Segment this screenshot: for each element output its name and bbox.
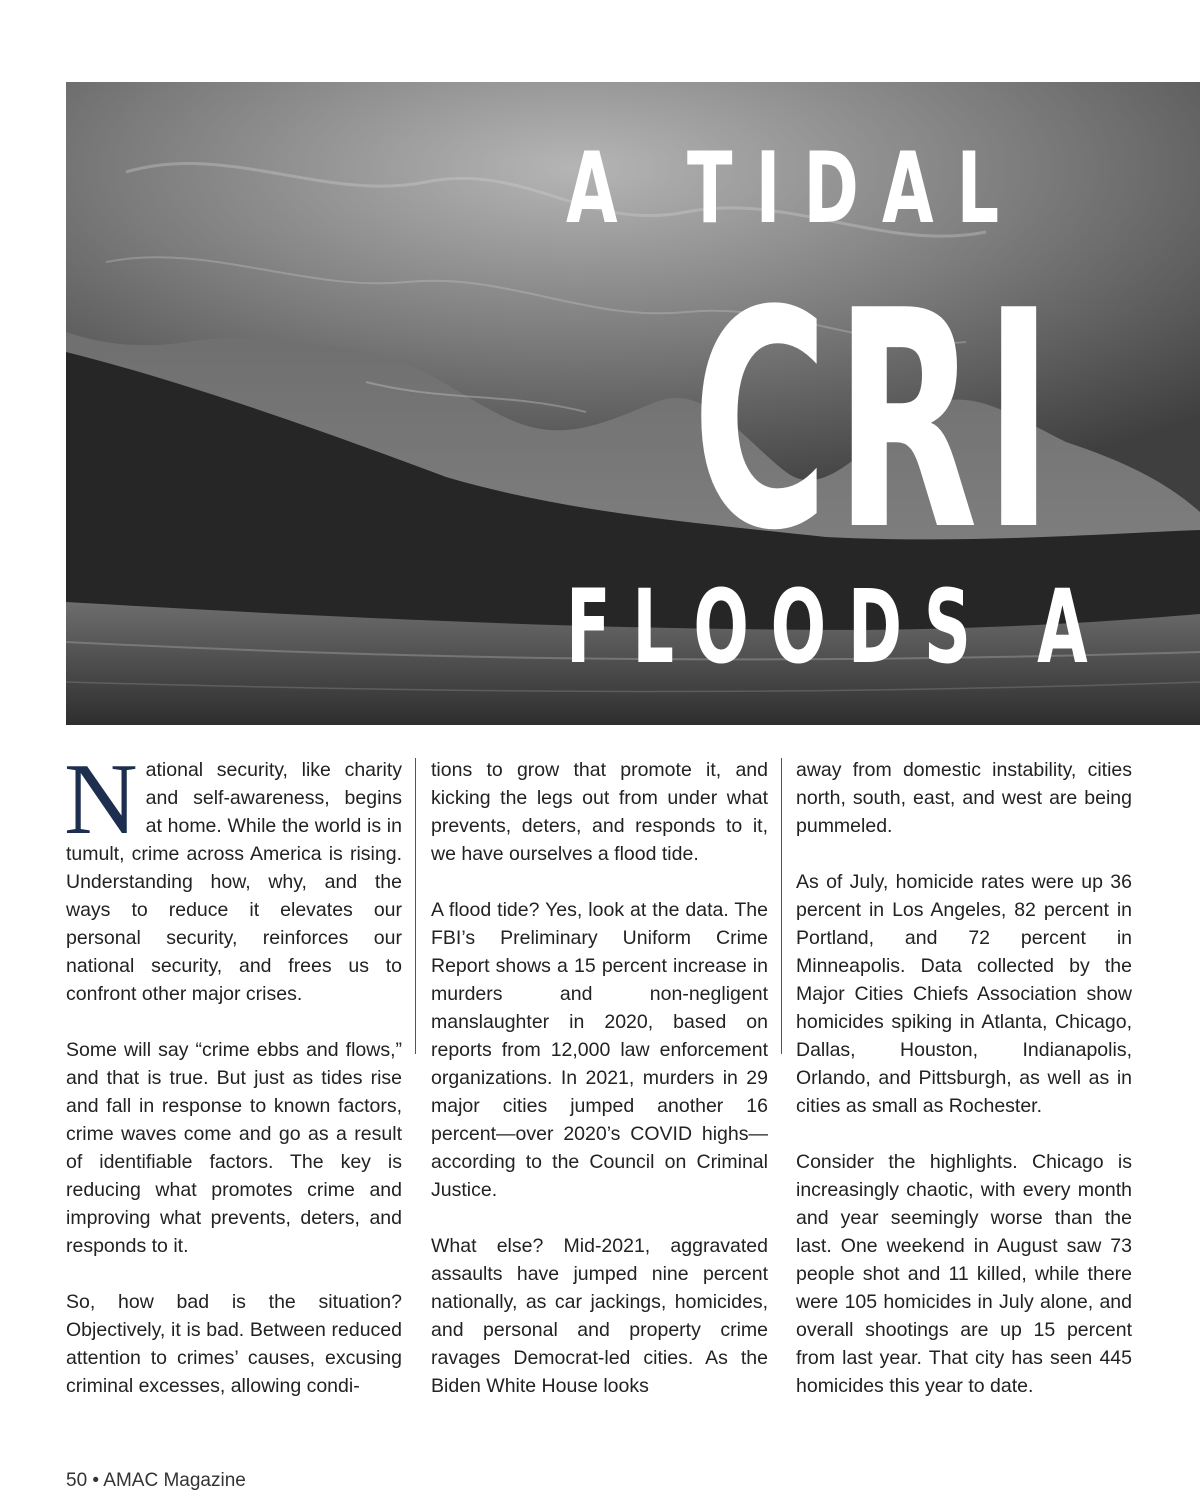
headline-line-1: A TIDAL <box>566 132 1023 246</box>
paragraph: As of July, homicide rates were up 36 percent in Los Angeles, 82 percent in Portland, and 72 percent in Minneapolis. Data collected by the Major Cities Chiefs Association show homicides spiking in Atlanta, Chicago, Dallas, Houston, Indianapolis, Orlando, and Pittsburgh, as well as in cities as small as Rochester. <box>796 871 1132 1117</box>
article-column-3 <box>796 756 1132 1428</box>
column-divider <box>415 758 416 1054</box>
article-column-1 <box>64 743 402 1428</box>
paragraph: A flood tide? Yes, look at the data. The FBI’s Preliminary Uniform Crime Report shows a 15 percent increase in murders and non-negligent manslaughter in 2020, based on reports from 12,000 law enforcement organizations. In 2021, murders in 29 major cities jumped another 16 percent—over 2020’s COVID highs—according to the Council on Criminal Justice. <box>431 899 768 1201</box>
paragraph: tions to grow that promote it, and kicking the legs out from under what prevents, deters, and responds to it, we have ourselves a flood tide. <box>431 759 768 865</box>
article-column-2 <box>431 756 768 1428</box>
paragraph: What else? Mid-2021, aggravated assaults have jumped nine percent nationally, as car jackings, homicides, and personal and property crime ravages Democrat-led cities. As the Biden White House looks <box>431 1235 768 1397</box>
page-footer <box>66 1470 246 1492</box>
column-divider <box>781 758 782 1054</box>
paragraph: So, how bad is the situation? Objectively, it is bad. Between reduced attention to crimes’ causes, excusing criminal excesses, allowing condi- <box>66 1291 402 1397</box>
paragraph: Some will say “crime ebbs and flows,” and that is true. But just as tides rise and fall in response to known factors, crime waves come and go as a result of identifiable factors. The key is reducing what promotes crime and improving what prevents, deters, and responds to it. <box>66 1039 402 1257</box>
paragraph <box>64 743 402 1008</box>
headline-line-2: CRI <box>692 247 1060 596</box>
paragraph: Consider the highlights. Chicago is increasingly chaotic, with every month and year seemingly worse than the last. One weekend in August saw 73 people shot and 11 killed, while there were 105 homicides in July alone, and overall shootings are up 15 percent from last year. That city has seen 445 homicides this year to date. <box>796 1151 1132 1397</box>
drop-cap: N <box>64 743 138 856</box>
headline-line-3: FLOODS A <box>566 568 1110 687</box>
page-folio: 50 • AMAC Magazine <box>66 1470 246 1491</box>
paragraph-text: ational security, like charity and self-awareness, begins at home. While the world is in tumult, crime across America is rising. Understanding how, why, and the ways to reduce it elevates our personal security, reinforces our national security, and frees us to confront other major crises. <box>66 759 402 1005</box>
paragraph: away from domestic instability, cities north, south, east, and west are being pummeled. <box>796 759 1132 837</box>
hero-image <box>66 82 1200 725</box>
